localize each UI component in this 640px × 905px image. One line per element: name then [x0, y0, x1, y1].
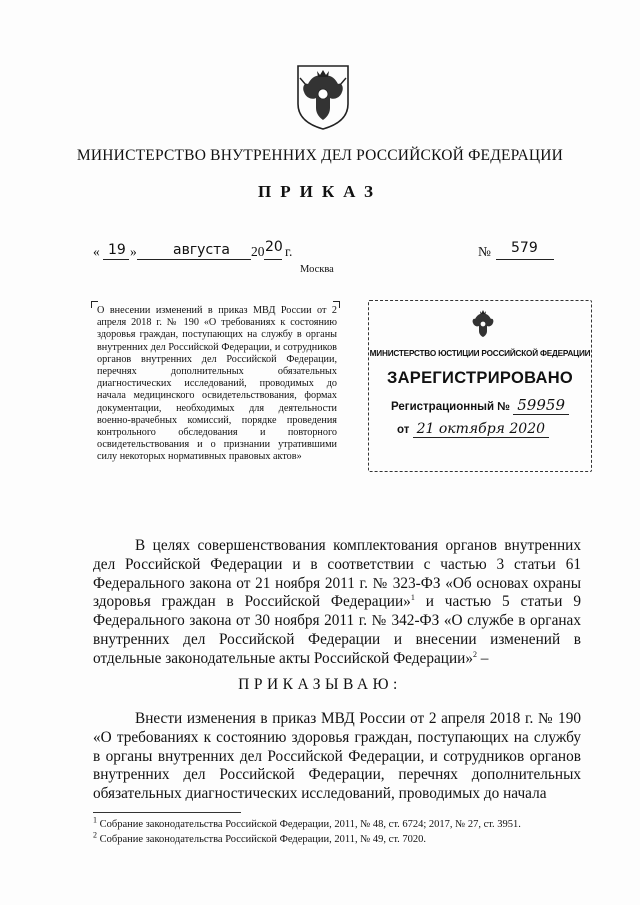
- preamble-text-b: и частью 5 статьи 9 Федерального закона от 30 ноября 2011 г. № 342-ФЗ «О службе в органах внутренних дел Российской Федерации и внесении изменений в отдельные законодательные акты Российской Федерации»: [93, 593, 581, 667]
- registration-stamp: [368, 300, 592, 472]
- preamble-text-c: –: [476, 649, 489, 667]
- footnote-mark: 2: [93, 830, 97, 840]
- order-paragraph-1: [93, 710, 581, 804]
- ministry-name: МИНИСТЕРСТВО ВНУТРЕННИХ ДЕЛ РОССИЙСКОЙ ФЕДЕРАЦИИ: [76, 147, 564, 164]
- preamble-text-a: В целях совершенствования комплектования органов внутренних дел Российской Федерации и в соответствии с частью 3 статьи 61 Федерального закона от 21 ноября 2011 г. № 323-ФЗ «Об основах охраны здоровья граждан в Российской Федерации»: [93, 537, 581, 611]
- order-paragraph-text: Внести изменения в приказ МВД России от 2 апреля 2018 г. № 190 «О требованиях к состоянию здоровья граждан, поступающих на службу в органы внутренних дел Российской Федерации, и сотрудников органов внутренних дел Российской Федерации, перечнях дополнительных обязательных диагностических исследований, проводимых до начала: [93, 710, 581, 803]
- document-type-title: ПРИКАЗ: [258, 182, 382, 201]
- footnote-ref-2[interactable]: 2: [472, 649, 477, 659]
- year-abbr: г.: [285, 244, 293, 259]
- stamp-reg-label: Регистрационный №: [391, 401, 511, 413]
- date-quote-open: «: [93, 244, 100, 259]
- stamp-organization: МИНИСТЕРСТВО ЮСТИЦИИ РОССИЙСКОЙ ФЕДЕРАЦИИ: [369, 349, 591, 358]
- order-year-prefix: 20: [251, 244, 265, 259]
- order-subject: О внесении изменений в приказ МВД России от 2 апреля 2018 г. № 190 «О требованиях к состоянию здоровья граждан, поступающих на службу в органы внутренних дел Российской Федерации, и сотрудников органов внутренних дел Российской Федерации, перечнях дополнительных обязательных диагностических исследований, проводимых до начала медицинского освидетельствования, формах документации, необходимых для деятельности военно-врачебных комиссий, порядке проведения контрольного обследования и повторного освидетельствования и о признании утратившими силу некоторых нормативных правовых актов»: [97, 305, 337, 463]
- preamble-paragraph: [93, 537, 581, 669]
- stamp-date-label: от: [397, 424, 410, 436]
- footnote-text: Собрание законодательства Российской Федерации, 2011, № 48, ст. 6724; 2017, № 27, ст. 3951.: [97, 819, 521, 830]
- coat-of-arms-icon: [294, 62, 352, 132]
- stamp-date-value: 21 октября 2020: [413, 421, 549, 438]
- date-quote-close: »: [130, 244, 137, 259]
- footnote-ref-1[interactable]: 1: [410, 593, 415, 603]
- stamp-registration-date: [397, 421, 549, 437]
- footnote-2: [93, 830, 593, 846]
- order-month: августа: [173, 242, 230, 258]
- stamp-status: ЗАРЕГИСТРИРОВАНО: [386, 369, 574, 387]
- stamp-reg-number: 59959: [513, 396, 569, 415]
- orders-heading: ПРИКАЗЫВАЮ:: [238, 676, 402, 693]
- footnote-1: [93, 815, 593, 831]
- stamp-emblem-icon: [470, 309, 496, 343]
- number-label: №: [478, 244, 491, 259]
- order-number: [478, 240, 558, 262]
- order-number-value: 579: [511, 240, 538, 256]
- footnote-divider: [93, 812, 241, 813]
- order-date: [93, 240, 353, 262]
- footnote-mark: 1: [93, 815, 97, 825]
- city: Москва: [300, 264, 334, 275]
- footnote-text: Собрание законодательства Российской Федерации, 2011, № 49, ст. 7020.: [97, 834, 427, 845]
- order-day: 19: [108, 242, 126, 258]
- stamp-registration-number: [391, 396, 569, 414]
- order-year-suffix: 20: [265, 239, 283, 255]
